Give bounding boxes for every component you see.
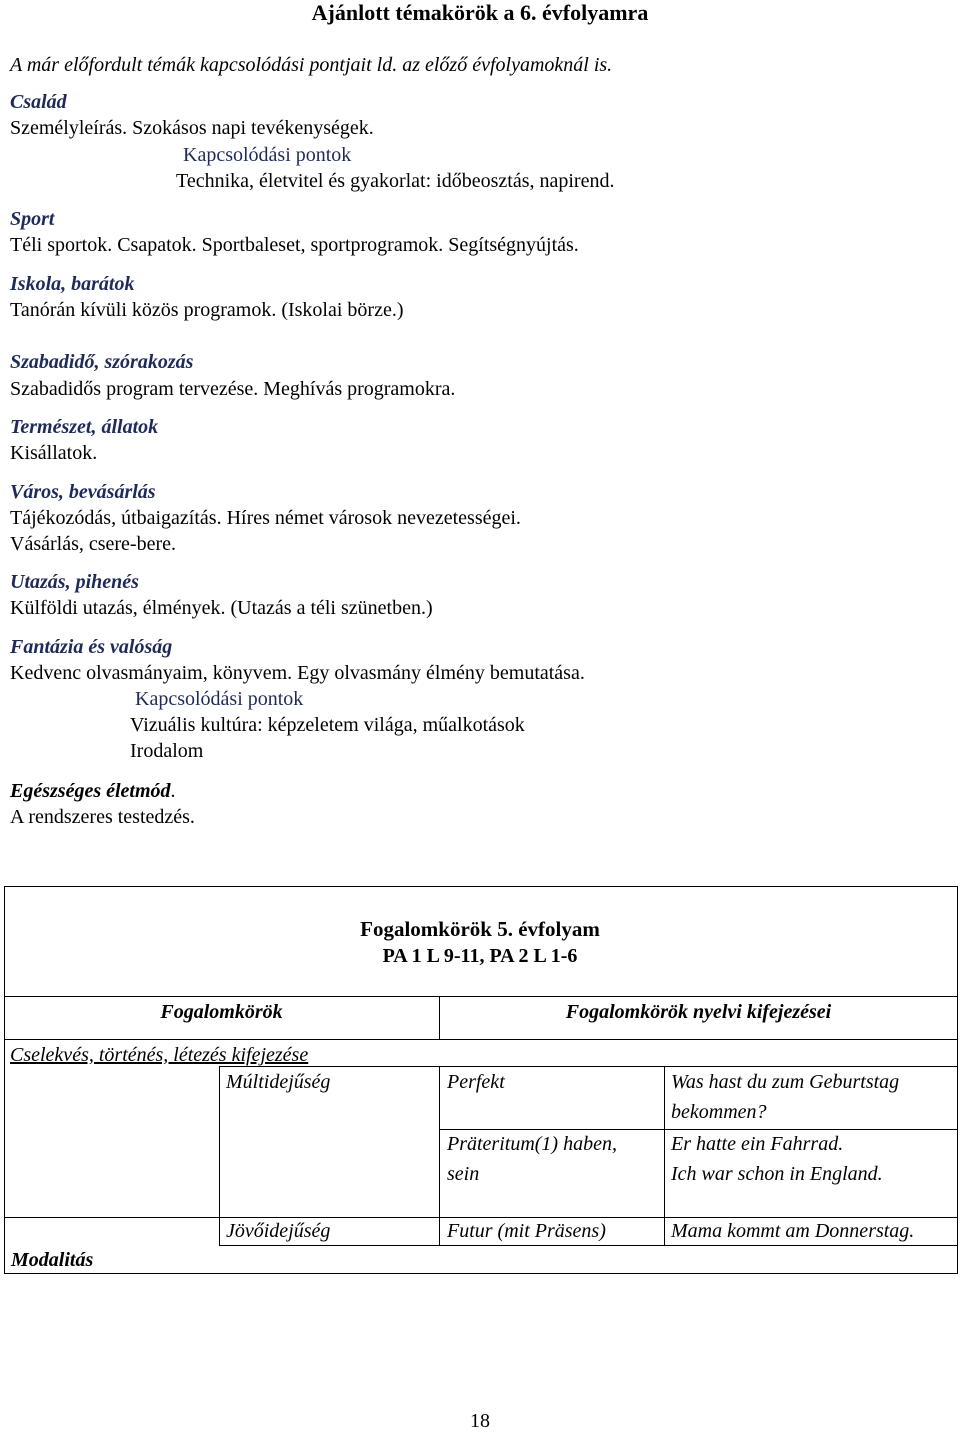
row-sub: Jövőidejűség (226, 1220, 331, 1242)
row-form: Perfekt (447, 1071, 505, 1093)
connections-item: Vizuális kultúra: képzeletem világa, műalkotások (130, 714, 525, 736)
col-header-expressions: Fogalomkörök nyelvi kifejezései (565, 1001, 832, 1023)
topic-text: Tájékozódás, útbaigazítás. Híres német városok nevezetességei. (10, 507, 521, 529)
section-label: Cselekvés, történés, létezés kifejezése (10, 1044, 309, 1066)
modal-label: Modalitás (11, 1249, 94, 1271)
row-sub: Múltidejűség (226, 1071, 331, 1093)
topic-text: Vásárlás, csere-bere. (10, 533, 177, 555)
topic-text: Külföldi utazás, élmények. (Utazás a téli szünetben.) (10, 597, 433, 619)
page-number: 18 (470, 1410, 490, 1432)
topic-heading: Iskola, barátok (10, 273, 135, 295)
topic-heading: Szabadidő, szórakozás (10, 351, 194, 373)
connections-item: Irodalom (130, 740, 204, 762)
row-example: bekommen? (671, 1101, 767, 1123)
topic-text: Kedvenc olvasmányaim, könyvem. Egy olvasmány élmény bemutatása. (10, 662, 585, 684)
topic-heading: Egészséges életmód (10, 780, 171, 802)
connections-label: Kapcsolódási pontok (135, 688, 304, 710)
concepts-title: Fogalomkörök 5. évfolyam (360, 917, 600, 941)
topic-heading: Város, bevásárlás (10, 481, 156, 503)
topic-heading: Fantázia és valóság (10, 636, 173, 658)
topic-text: Kisállatok. (10, 442, 98, 464)
topic-heading-line (10, 779, 176, 803)
topic-heading: Utazás, pihenés (10, 571, 139, 593)
row-form: Präteritum(1) haben, (447, 1133, 617, 1155)
topic-heading: Család (10, 91, 67, 113)
connections-label: Kapcsolódási pontok (183, 144, 352, 166)
page-title: Ajánlott témakörök a 6. évfolyamra (311, 0, 649, 25)
topic-heading: Sport (10, 208, 55, 230)
topic-text: A rendszeres testedzés. (10, 806, 195, 828)
row-form: Futur (mit Präsens) (447, 1220, 606, 1242)
topic-text: Tanórán kívüli közös programok. (Iskolai börze.) (10, 299, 404, 321)
concepts-subtitle: PA 1 L 9-11, PA 2 L 1-6 (382, 945, 578, 967)
topic-text: Téli sportok. Csapatok. Sportbaleset, sportprogramok. Segítségnyújtás. (10, 234, 579, 256)
topic-heading: Természet, állatok (10, 416, 159, 438)
row-form: sein (447, 1163, 480, 1185)
col-header-concepts: Fogalomkörök (160, 1001, 283, 1023)
topic-text: Szabadidős program tervezése. Meghívás programokra. (10, 378, 456, 400)
topic-heading-suffix: . (170, 780, 176, 802)
connections-item: Technika, életvitel és gyakorlat: időbeosztás, napirend. (176, 170, 615, 192)
row-example: Ich war schon in England. (671, 1163, 883, 1185)
row-example: Er hatte ein Fahrrad. (671, 1133, 844, 1155)
row-example: Was hast du zum Geburtstag (671, 1071, 900, 1093)
topic-text: Személyleírás. Szokásos napi tevékenységek. (10, 117, 374, 139)
intro-note: A már előfordult témák kapcsolódási pontjait ld. az előző évfolyamoknál is. (10, 54, 613, 76)
row-example: Mama kommt am Donnerstag. (671, 1220, 915, 1242)
